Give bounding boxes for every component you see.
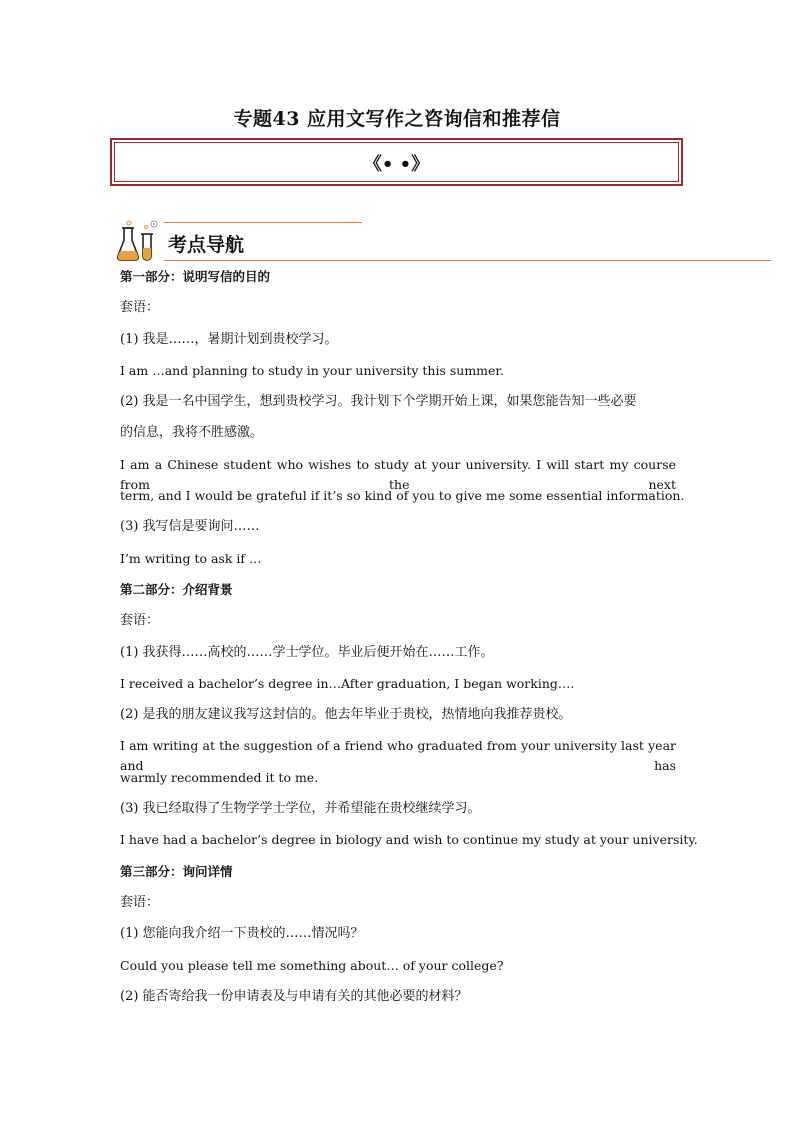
english-sentence: term, and I would be grateful if it’s so kind of you to give me some essential information. xyxy=(120,488,685,504)
chinese-sentence: 的信息，我将不胜感激。 xyxy=(120,425,264,441)
chinese-sentence: (1) 我是……，暑期计划到贵校学习。 xyxy=(120,331,338,347)
phrase-label: 套语： xyxy=(120,300,160,316)
english-sentence: I am …and planning to study in your university this summer. xyxy=(120,362,505,378)
chinese-sentence: (3) 我写信是要询问…… xyxy=(120,519,260,535)
section-heading: 第三部分：询问详情 xyxy=(120,863,233,879)
nav-title: 考点导航 xyxy=(168,234,245,256)
subtitle-text: 《• •》 xyxy=(363,154,430,175)
english-sentence: I am a Chinese student who wishes to study at your university. I will start my course from the next xyxy=(120,456,676,492)
english-sentence: warmly recommended it to me. xyxy=(120,769,319,785)
phrase-label: 套语： xyxy=(120,613,160,629)
english-sentence: I am writing at the suggestion of a friend who graduated from your university last year and has xyxy=(120,738,676,774)
section-heading: 第二部分：介绍背景 xyxy=(120,581,233,597)
content-body xyxy=(120,266,698,1017)
phrase-label: 套语： xyxy=(120,894,160,910)
section-heading: 第一部分：说明写信的目的 xyxy=(120,269,271,284)
english-sentence: Could you please tell me something about… of your college? xyxy=(120,957,504,973)
chinese-sentence: (1) 您能向我介绍一下贵校的……情况吗？ xyxy=(120,926,364,942)
chinese-sentence: (2) 是我的朋友建议我写这封信的。他去年毕业于贵校，热情地向我推荐贵校。 xyxy=(120,707,572,723)
chinese-sentence: (2) 能否寄给我一份申请表及与申请有关的其他必要的材料？ xyxy=(120,988,468,1004)
subtitle-box xyxy=(110,138,683,186)
english-sentence: I received a bachelor’s degree in…After graduation, I began working…. xyxy=(120,675,575,691)
chemistry-flask-icon xyxy=(116,218,162,262)
chinese-sentence: (1) 我获得……高校的……学士学位。毕业后便开始在……工作。 xyxy=(120,644,494,660)
nav-top-divider xyxy=(164,222,362,223)
chinese-sentence: (3) 我已经取得了生物学学士学位，并希望能在贵校继续学习。 xyxy=(120,801,481,817)
chinese-sentence: (2) 我是一名中国学生，想到贵校学习。我计划下个学期开始上课，如果您能告知一些必要 xyxy=(120,394,637,410)
nav-header xyxy=(116,218,771,264)
english-sentence: I’m writing to ask if … xyxy=(120,550,262,566)
page-title: 专题43 应用文写作之咨询信和推荐信 xyxy=(233,108,561,130)
nav-bottom-divider xyxy=(164,260,771,261)
english-sentence: I have had a bachelor’s degree in biology and wish to continue my study at your university. xyxy=(120,832,698,848)
